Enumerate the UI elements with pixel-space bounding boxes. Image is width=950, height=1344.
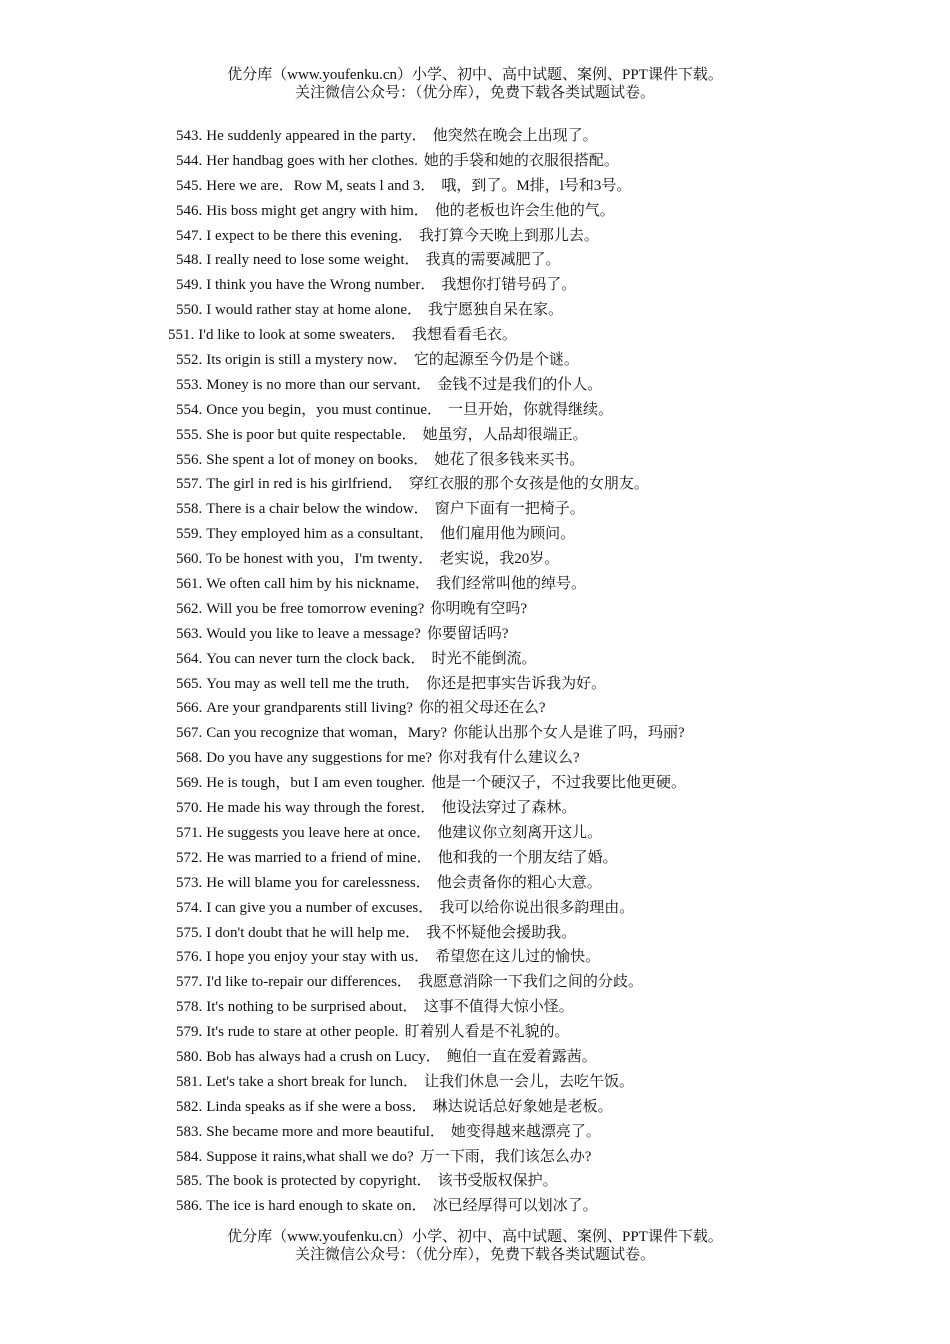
entry-english: He is tough，but I am even tougher. xyxy=(206,775,425,792)
header-line-1: 优分库（www.youfenku.cn）小学、初中、高中试题、案例、PPT课件下载。 xyxy=(227,67,723,83)
list-item xyxy=(168,1145,938,1170)
list-item xyxy=(168,224,938,249)
list-item xyxy=(168,1095,938,1120)
entry-english: Do you have any suggestions for me? xyxy=(206,750,433,767)
list-item xyxy=(168,821,938,846)
entry-number: 559. xyxy=(176,526,203,543)
entry-english: The girl in red is his girlfriend． xyxy=(206,476,403,493)
entry-number: 574. xyxy=(176,899,203,916)
entry-number: 556. xyxy=(176,451,203,468)
entry-chinese: 我打算今天晚上到那儿去。 xyxy=(418,227,599,244)
list-item xyxy=(168,1020,938,1045)
list-item xyxy=(168,746,938,771)
list-item xyxy=(168,945,938,970)
entry-number: 580. xyxy=(176,1048,203,1065)
entry-chinese: 他会责备你的粗心大意。 xyxy=(436,874,602,891)
list-item xyxy=(168,721,938,746)
list-item xyxy=(168,497,938,522)
entry-chinese: 让我们休息一会儿，去吃午饭。 xyxy=(424,1073,635,1090)
entry-english: I think you have the Wrong number． xyxy=(206,277,436,294)
entry-chinese: 你的祖父母还在么? xyxy=(418,700,546,717)
entry-number: 577. xyxy=(176,974,203,991)
entry-english: It's rude to stare at other people. xyxy=(206,1024,399,1041)
entry-chinese: 万一下雨，我们该怎么办? xyxy=(419,1148,592,1165)
entry-english: Will you be free tomorrow evening? xyxy=(206,600,425,617)
list-item xyxy=(168,273,938,298)
page-footer xyxy=(0,1228,950,1264)
entry-english: He will blame you for carelessness． xyxy=(206,874,431,891)
list-item xyxy=(168,846,938,871)
entry-chinese: 她虽穷，人品却很端正。 xyxy=(422,426,588,443)
entry-english: He suggests you leave here at once． xyxy=(206,824,432,841)
entry-english: His boss might get angry with him． xyxy=(206,202,429,219)
entry-english: I expect to be there this evening． xyxy=(206,227,413,244)
list-item xyxy=(168,796,938,821)
entry-number: 563. xyxy=(176,625,203,642)
entry-english: I'd like to-repair our differences． xyxy=(206,974,412,991)
entry-english: I'd like to look at some sweaters． xyxy=(198,327,406,344)
list-item xyxy=(168,696,938,721)
entry-chinese: 他突然在晚会上出现了。 xyxy=(432,128,598,144)
list-item xyxy=(168,472,938,497)
entry-chinese: 你还是把事实告诉我为好。 xyxy=(426,675,607,692)
entry-chinese: 它的起源至今仍是个谜。 xyxy=(413,352,579,369)
list-item xyxy=(168,771,938,796)
entry-number: 553. xyxy=(176,376,203,393)
entry-chinese: 窗户下面有一把椅子。 xyxy=(434,501,585,518)
entry-number: 568. xyxy=(176,750,203,767)
list-item xyxy=(168,597,938,622)
list-item xyxy=(168,1120,938,1145)
header-line-2: 关注微信公众号：（优分库），免费下载各类试题试卷。 xyxy=(294,85,655,101)
entry-number: 564. xyxy=(176,650,203,667)
entry-chinese: 哦，到了。M排，l号和3号。 xyxy=(441,177,632,194)
entry-english: Here we are．Row M, seats l and 3． xyxy=(206,177,436,194)
list-item xyxy=(168,547,938,572)
entry-number: 565. xyxy=(176,675,203,692)
entry-chinese: 你明晚有空吗? xyxy=(430,600,527,617)
entry-chinese: 你能认出那个女人是谁了吗，玛丽? xyxy=(453,725,685,742)
entry-english: He was married to a friend of mine． xyxy=(206,849,432,866)
list-item xyxy=(168,398,938,423)
entry-number: 543. xyxy=(176,128,203,144)
entry-english: I hope you enjoy your stay with us． xyxy=(206,949,430,966)
list-item xyxy=(168,1169,938,1194)
entry-number: 571. xyxy=(176,824,203,841)
list-item xyxy=(168,622,938,647)
entry-number: 578. xyxy=(176,999,203,1016)
list-item xyxy=(168,323,938,348)
entry-number: 586. xyxy=(176,1198,203,1215)
entry-number: 546. xyxy=(176,202,203,219)
entry-english: There is a chair below the window． xyxy=(206,501,429,518)
entry-english: She became more and more beautiful． xyxy=(206,1123,445,1140)
footer-line-2: 关注微信公众号：（优分库），免费下载各类试题试卷。 xyxy=(294,1247,655,1263)
entry-chinese: 我想你打错号码了。 xyxy=(441,277,577,294)
list-item xyxy=(168,921,938,946)
entry-number: 582. xyxy=(176,1098,203,1115)
entry-number: 548. xyxy=(176,252,203,269)
entry-number: 562. xyxy=(176,600,203,617)
entry-english: Her handbag goes with her clothes. xyxy=(206,152,418,169)
entry-number: 566. xyxy=(176,700,203,717)
entry-english: Bob has always had a crush on Lucy． xyxy=(206,1048,441,1065)
entry-english: Can you recognize that woman，Mary? xyxy=(206,725,448,742)
list-item xyxy=(168,1194,938,1219)
entry-english: Would you like to leave a message? xyxy=(206,625,421,642)
entry-english: Once you begin，you must continue． xyxy=(206,401,443,418)
list-item xyxy=(168,248,938,273)
list-item xyxy=(168,298,938,323)
entry-chinese: 他是一个硬汉子，不过我要比他更硬。 xyxy=(430,775,686,792)
list-item xyxy=(168,995,938,1020)
list-item xyxy=(168,373,938,398)
list-item xyxy=(168,896,938,921)
entry-chinese: 她变得越来越漂亮了。 xyxy=(450,1123,601,1140)
entry-english: Linda speaks as if she were a boss． xyxy=(206,1098,427,1115)
list-item xyxy=(168,572,938,597)
entry-chinese: 琳达说话总好象她是老板。 xyxy=(432,1098,613,1115)
entry-english: You may as well tell me the truth． xyxy=(206,675,421,692)
entry-number: 544. xyxy=(176,152,203,169)
entry-english: Its origin is still a mystery now． xyxy=(206,352,408,369)
list-item xyxy=(168,970,938,995)
entry-english: We often call him by his nickname． xyxy=(206,576,430,593)
entry-chinese: 她的手袋和她的衣服很搭配。 xyxy=(423,152,619,169)
entry-chinese: 他的老板也许会生他的气。 xyxy=(434,202,615,219)
entry-number: 560. xyxy=(176,551,203,568)
list-item xyxy=(168,871,938,896)
entry-number: 557. xyxy=(176,476,203,493)
entry-chinese: 他们雇用他为顾问。 xyxy=(440,526,576,543)
page-header xyxy=(0,66,950,102)
list-item xyxy=(168,522,938,547)
entry-english: I don't doubt that he will help me． xyxy=(206,924,421,941)
entry-english: She spent a lot of money on books． xyxy=(206,451,429,468)
entry-number: 551. xyxy=(168,327,195,344)
entry-chinese: 我愿意消除一下我们之间的分歧。 xyxy=(417,974,643,991)
list-item xyxy=(168,1070,938,1095)
entry-number: 558. xyxy=(176,501,203,518)
entry-number: 572. xyxy=(176,849,203,866)
entry-chinese: 他和我的一个朋友结了婚。 xyxy=(437,849,618,866)
entry-english: Let's take a short break for lunch． xyxy=(206,1073,419,1090)
entry-chinese: 鲍伯一直在爱着露茜。 xyxy=(446,1048,597,1065)
entry-chinese: 金钱不过是我们的仆人。 xyxy=(437,376,603,393)
footer-line-1: 优分库（www.youfenku.cn）小学、初中、高中试题、案例、PPT课件下载。 xyxy=(227,1229,723,1245)
list-item xyxy=(168,124,938,149)
entry-chinese: 老实说，我20岁。 xyxy=(439,551,560,568)
entry-english: I can give you a number of excuses． xyxy=(206,899,434,916)
entry-number: 575. xyxy=(176,924,203,941)
entry-chinese: 我真的需要减肥了。 xyxy=(425,252,561,269)
entry-number: 550. xyxy=(176,302,203,319)
list-item xyxy=(168,149,938,174)
entry-number: 549. xyxy=(176,277,203,294)
entry-chinese: 我们经常叫他的绰号。 xyxy=(435,576,586,593)
entry-chinese: 盯着别人看是不礼貌的。 xyxy=(404,1024,570,1041)
entry-chinese: 你要留话吗? xyxy=(426,625,509,642)
entry-chinese: 穿红衣服的那个女孩是他的女朋友。 xyxy=(408,476,649,493)
list-item xyxy=(168,174,938,199)
entry-number: 573. xyxy=(176,874,203,891)
entry-number: 554. xyxy=(176,401,203,418)
list-item xyxy=(168,448,938,473)
entry-english: It's nothing to be surprised about． xyxy=(206,999,418,1016)
entry-number: 569. xyxy=(176,775,203,792)
entry-number: 584. xyxy=(176,1148,203,1165)
entry-english: I really need to lose some weight． xyxy=(206,252,420,269)
entry-english: The ice is hard enough to skate on． xyxy=(206,1198,427,1215)
entry-number: 561. xyxy=(176,576,203,593)
entry-english: She is poor but quite respectable． xyxy=(206,426,417,443)
entry-number: 579. xyxy=(176,1024,203,1041)
list-item xyxy=(168,348,938,373)
entry-chinese: 时光不能倒流。 xyxy=(431,650,537,667)
entry-number: 567. xyxy=(176,725,203,742)
entry-chinese: 他建议你立刻离开这儿。 xyxy=(437,824,603,841)
entry-chinese: 他设法穿过了森林。 xyxy=(441,800,577,817)
entry-number: 552. xyxy=(176,352,203,369)
entry-english: The book is protected by copyright． xyxy=(206,1173,432,1190)
list-item xyxy=(168,199,938,224)
sentence-list xyxy=(168,124,938,1219)
entry-english: Money is no more than our servant． xyxy=(206,376,432,393)
entry-english: Suppose it rains,what shall we do? xyxy=(206,1148,414,1165)
list-item xyxy=(168,1045,938,1070)
entry-english: To be honest with you，I'm twenty． xyxy=(206,551,434,568)
list-item xyxy=(168,672,938,697)
entry-chinese: 一旦开始，你就得继续。 xyxy=(448,401,614,418)
entry-chinese: 该书受版权保护。 xyxy=(437,1173,558,1190)
entry-number: 576. xyxy=(176,949,203,966)
entry-english: Are your grandparents still living? xyxy=(206,700,413,717)
entry-number: 581. xyxy=(176,1073,203,1090)
entry-chinese: 冰已经厚得可以划冰了。 xyxy=(432,1198,598,1215)
entry-chinese: 我想看看毛衣。 xyxy=(411,327,517,344)
entry-number: 570. xyxy=(176,800,203,817)
entry-number: 555. xyxy=(176,426,203,443)
entry-number: 583. xyxy=(176,1123,203,1140)
entry-chinese: 她花了很多钱来买书。 xyxy=(434,451,585,468)
entry-english: You can never turn the clock back． xyxy=(206,650,426,667)
entry-number: 585. xyxy=(176,1173,203,1190)
entry-english: I would rather stay at home alone． xyxy=(206,302,423,319)
entry-english: He suddenly appeared in the party． xyxy=(206,128,427,144)
list-item xyxy=(168,423,938,448)
entry-chinese: 我不怀疑他会援助我。 xyxy=(426,924,577,941)
entry-english: They employed him as a consultant． xyxy=(206,526,435,543)
entry-chinese: 这事不值得大惊小怪。 xyxy=(423,999,574,1016)
entry-chinese: 我宁愿独自呆在家。 xyxy=(428,302,564,319)
entry-number: 545. xyxy=(176,177,203,194)
entry-chinese: 你对我有什么建议么? xyxy=(438,750,580,767)
entry-english: He made his way through the forest． xyxy=(206,800,436,817)
entry-chinese: 我可以给你说出很多韵理由。 xyxy=(439,899,635,916)
list-item xyxy=(168,647,938,672)
entry-chinese: 希望您在这儿过的愉快。 xyxy=(435,949,601,966)
entry-number: 547. xyxy=(176,227,203,244)
